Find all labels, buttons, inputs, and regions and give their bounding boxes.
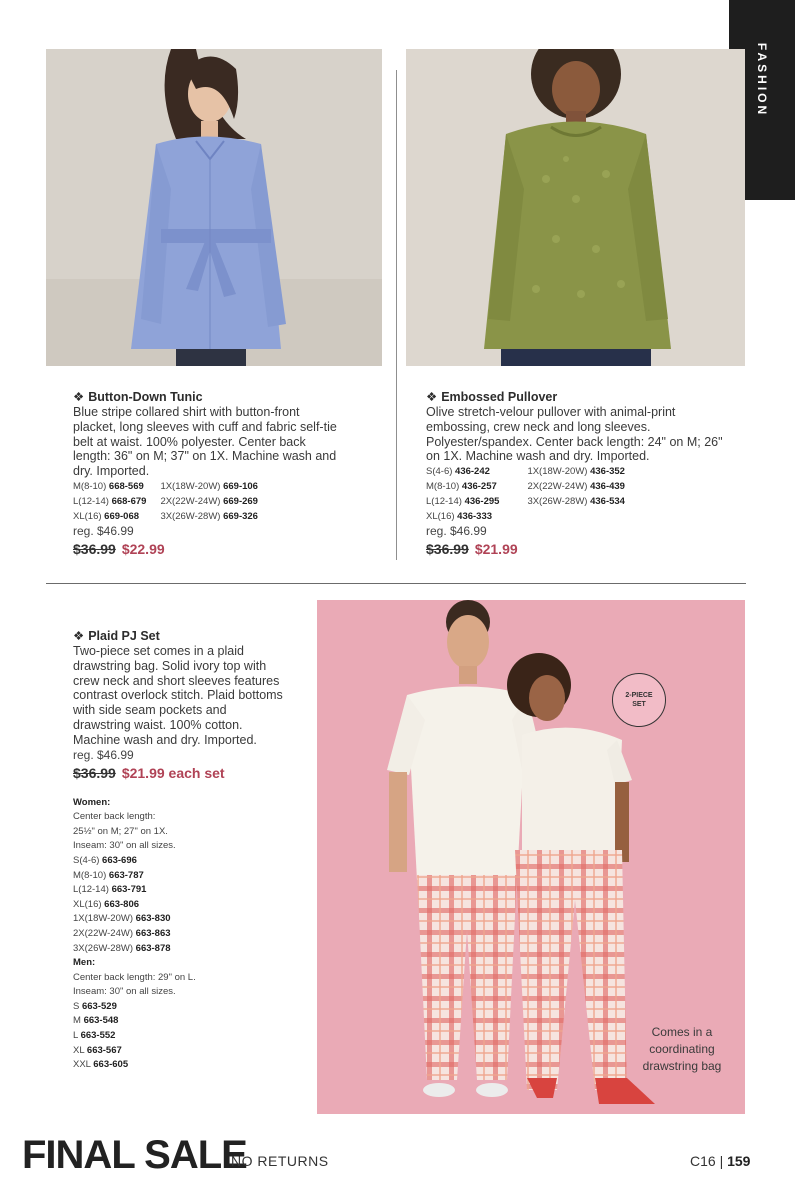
two-piece-set-badge — [612, 673, 666, 727]
tunic-title — [73, 389, 373, 404]
tunic-sale-price: $22.99 — [121, 541, 165, 558]
pullover-sizes-right — [527, 465, 625, 524]
no-returns-label: NO RETURNS — [231, 1153, 329, 1169]
pullover-sizes-left — [426, 465, 499, 524]
diamond-bullet-icon: ❖ — [73, 390, 85, 404]
pullover-price — [426, 541, 736, 557]
tunic-price — [73, 541, 373, 557]
note: Center back length: — [73, 811, 156, 823]
tunic-sizes-right — [160, 480, 258, 524]
pj-description: Two-piece set comes in a plaid drawstring bag. Solid ivory top with crew neck and short sleeves features contrast overlock stitch. Plaid bottoms with side seam pockets and drawstring waist. 100% cotton. Machine wash and dry. Imported. — [73, 644, 283, 747]
size-row: L 663-552 — [73, 1030, 116, 1042]
size-row: 1X(18W-20W) 436-352 — [527, 466, 625, 478]
pullover-photo — [406, 49, 745, 366]
pj-men-block — [73, 956, 303, 1073]
pj-sale-price: $21.99 each set — [121, 764, 225, 781]
size-row: L(12-14) 668-679 — [73, 495, 147, 507]
size-row: L(12-14) 436-295 — [426, 495, 500, 507]
page-number: C16 | 159 — [690, 1153, 751, 1169]
badge-line-1: 2-PIECE — [625, 692, 653, 699]
size-row: 2X(22W-24W) 669-269 — [160, 495, 258, 507]
pullover-sale-price: $21.99 — [474, 541, 518, 558]
size-row: XL(16) 669-068 — [73, 510, 140, 522]
page-number-value: 159 — [727, 1153, 751, 1169]
note: Center back length: 29" on L. — [73, 971, 196, 983]
drawstring-bag-caption: Comes in a coordinating drawstring bag — [642, 1025, 722, 1073]
size-row: XL(16) 436-333 — [426, 510, 493, 522]
men-heading: Men: — [73, 957, 96, 969]
size-row: M(8-10) 668-569 — [73, 480, 144, 492]
tunic-title-text: Button-Down Tunic — [88, 390, 203, 404]
note: Inseam: 30" on all sizes. — [73, 986, 176, 998]
size-row: M(8-10) 436-257 — [426, 480, 497, 492]
size-row: XL 663-567 — [73, 1044, 122, 1056]
tunic-info — [73, 389, 373, 557]
size-row: M(8-10) 663-787 — [73, 869, 144, 881]
pj-price — [73, 765, 303, 781]
pj-title-text: Plaid PJ Set — [88, 629, 160, 643]
size-row: S 663-529 — [73, 1000, 117, 1012]
size-row: S(4-6) 663-696 — [73, 854, 137, 866]
page-section: C16 — [690, 1153, 716, 1169]
final-sale-heading: FINAL SALE — [22, 1133, 247, 1177]
size-row: M 663-548 — [73, 1015, 119, 1027]
column-divider — [396, 70, 397, 560]
size-row: 1X(18W-20W) 663-830 — [73, 913, 171, 925]
pj-women-block — [73, 796, 303, 957]
section-tab-label: FASHION — [755, 42, 769, 118]
size-row: XXL 663-605 — [73, 1059, 129, 1071]
section-divider — [46, 583, 746, 584]
tunic-sizes-left — [73, 480, 146, 524]
size-row: 3X(26W-28W) 436-534 — [527, 495, 625, 507]
women-heading: Women: — [73, 796, 111, 808]
pj-info — [73, 628, 303, 1073]
pullover-regular-price: reg. $46.99 — [426, 524, 487, 539]
pj-old-price: $36.99 — [73, 764, 116, 781]
tunic-description: Blue stripe collared shirt with button-front placket, long sleeves with cuff and fabric self-tie belt at waist. 100% polyester. Center back length: 36" on M; 37" on 1X. Machine wash and dry. Imported. — [73, 405, 337, 479]
size-row: S(4-6) 436-242 — [426, 466, 490, 478]
note: 25½" on M; 27" on 1X. — [73, 825, 168, 837]
pullover-old-price: $36.99 — [426, 541, 469, 558]
size-row: XL(16) 663-806 — [73, 898, 140, 910]
note: Inseam: 30" on all sizes. — [73, 840, 176, 852]
diamond-bullet-icon: ❖ — [73, 629, 85, 643]
size-row: 3X(26W-28W) 663-878 — [73, 942, 171, 954]
size-row: 3X(26W-28W) 669-326 — [160, 510, 258, 522]
diamond-bullet-icon: ❖ — [426, 390, 438, 404]
pullover-description: Olive stretch-velour pullover with animal-print embossing, crew neck and long sleeves. Polyester/spandex. Center back length: 24" on M; 26" on 1X. Machine wash and dry. Imported. — [426, 405, 723, 464]
size-row: L(12-14) 663-791 — [73, 884, 147, 896]
pullover-title-text: Embossed Pullover — [441, 390, 558, 404]
pullover-title — [426, 389, 736, 404]
pullover-info — [426, 389, 736, 557]
size-row: 2X(22W-24W) 663-863 — [73, 927, 171, 939]
pj-regular-price: reg. $46.99 — [73, 747, 134, 762]
pj-title — [73, 628, 303, 643]
size-row: 2X(22W-24W) 436-439 — [527, 480, 625, 492]
tunic-old-price: $36.99 — [73, 541, 116, 558]
tunic-photo — [46, 49, 382, 366]
badge-line-2: SET — [632, 701, 646, 708]
size-row: 1X(18W-20W) 669-106 — [160, 480, 258, 492]
tunic-regular-price: reg. $46.99 — [73, 524, 134, 539]
